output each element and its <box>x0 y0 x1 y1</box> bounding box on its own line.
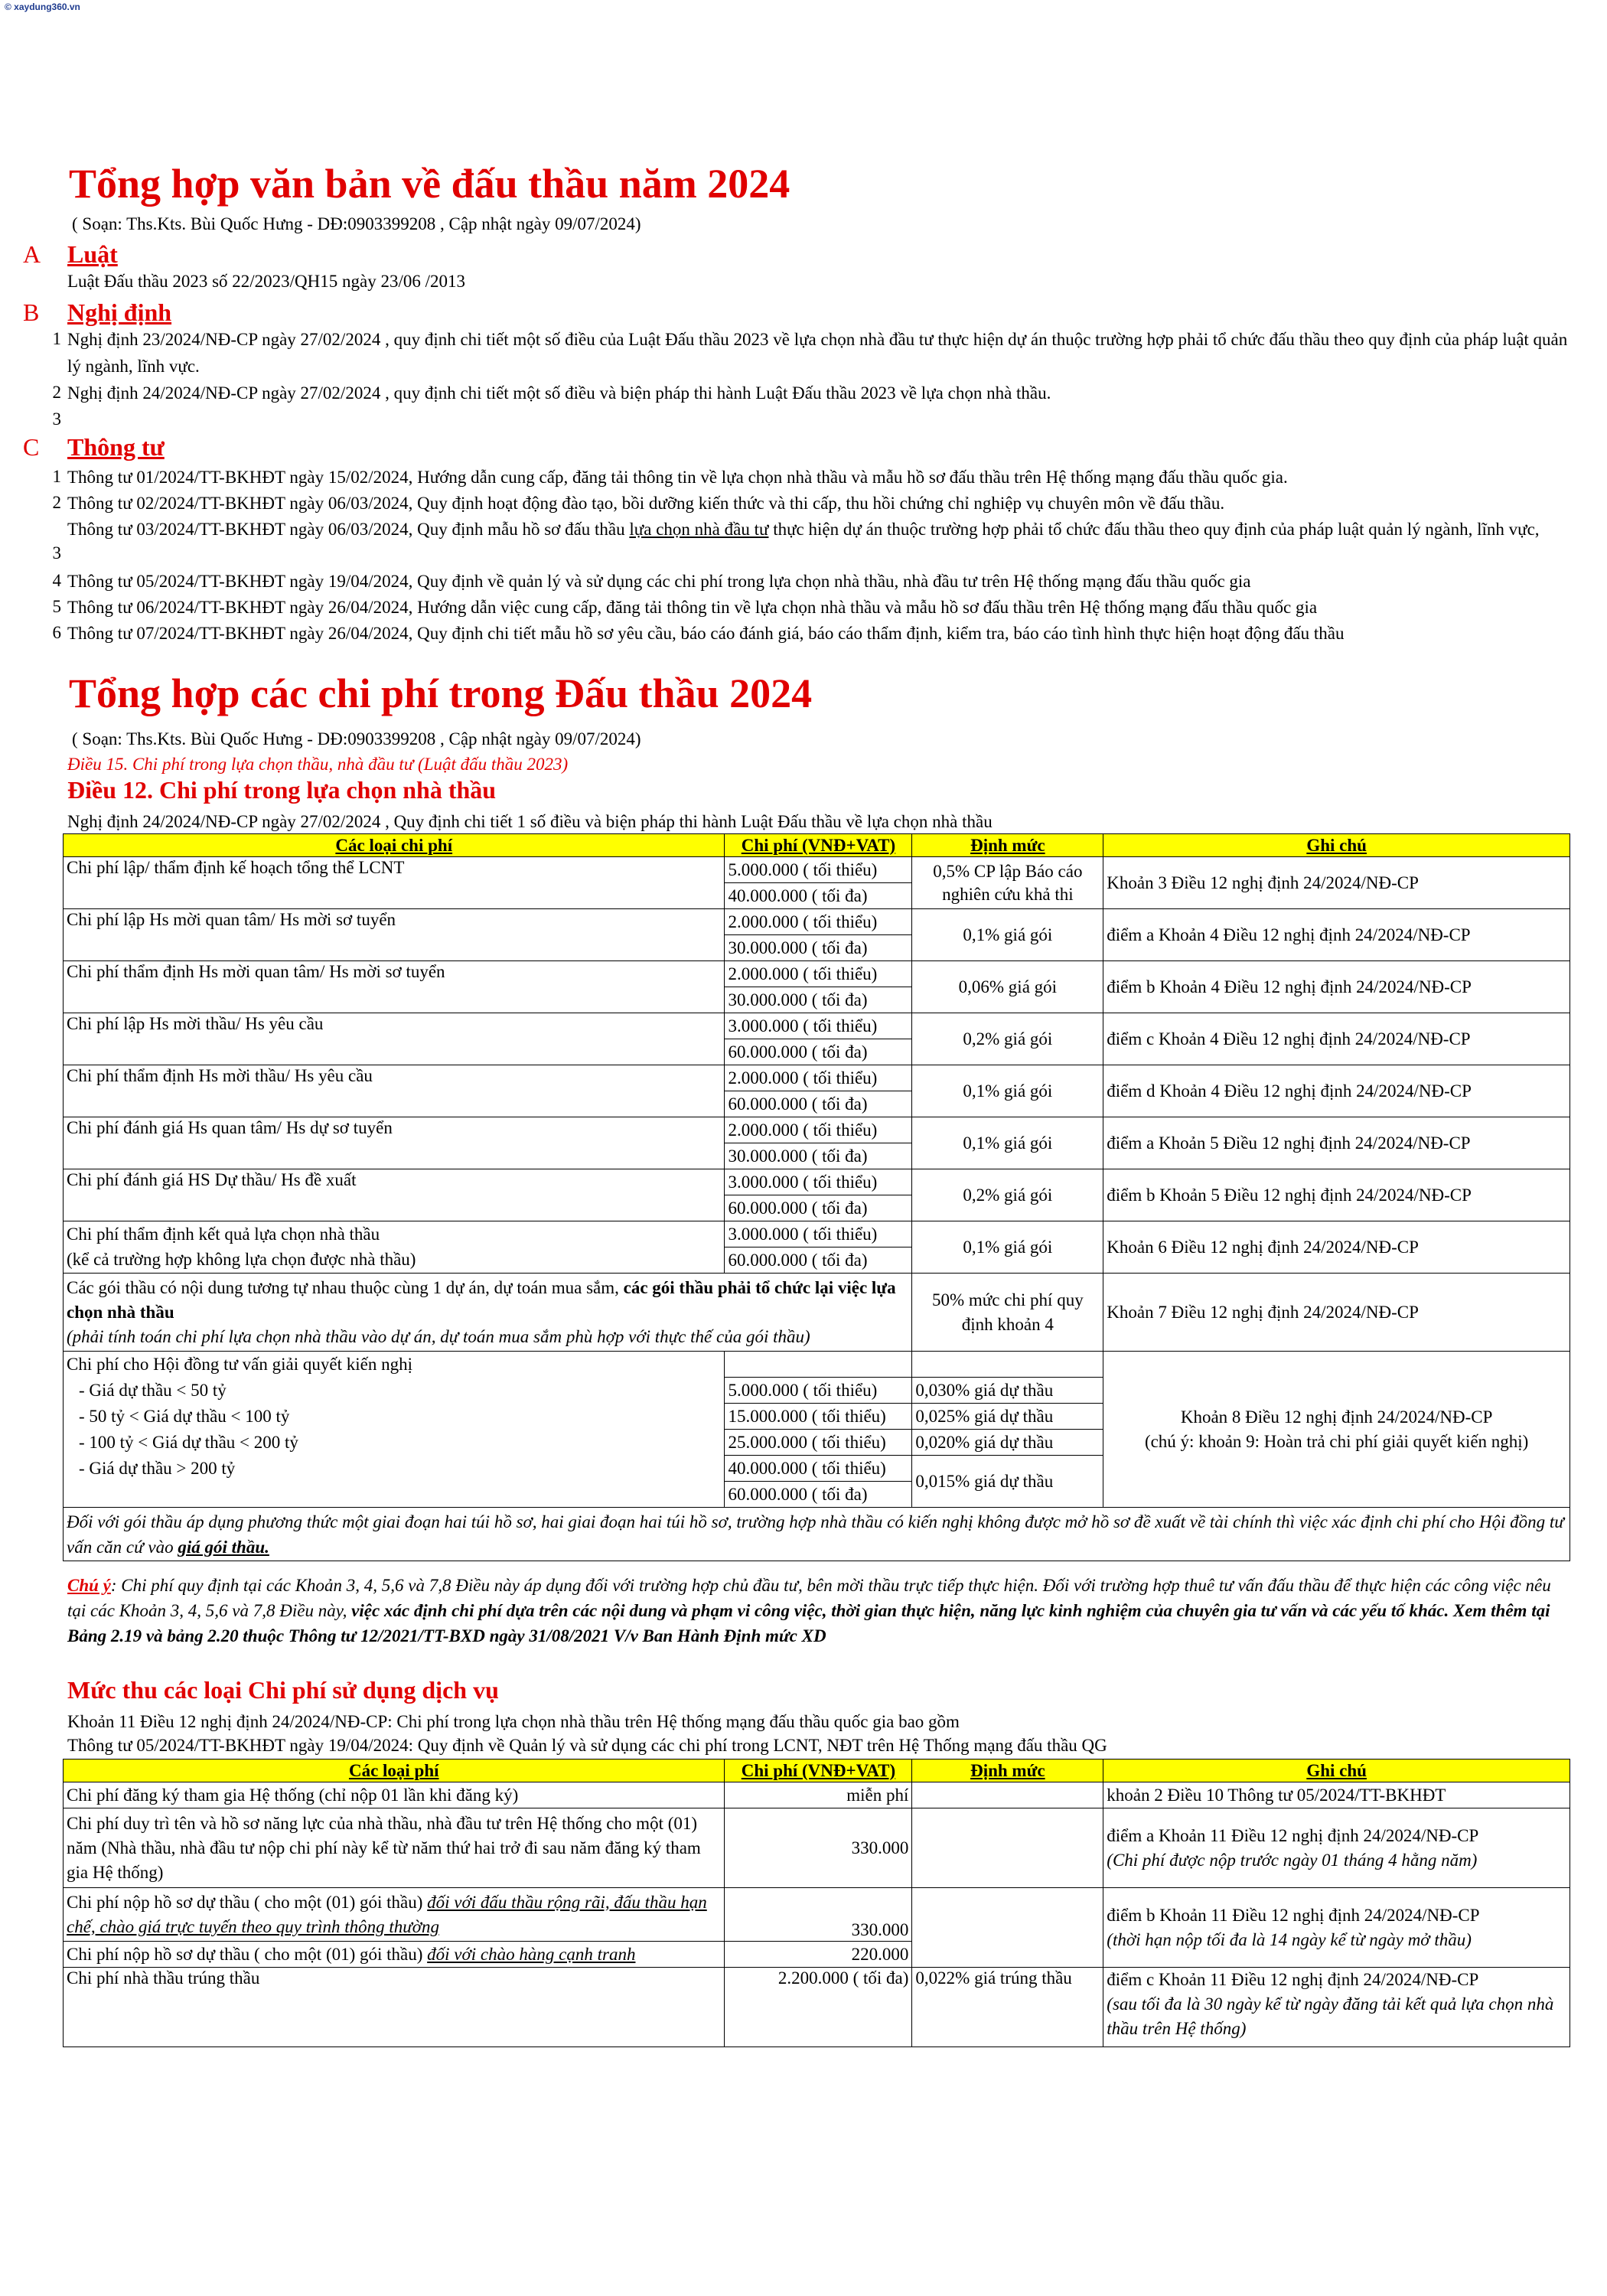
service-table <box>63 1759 1570 2047</box>
service-row-4-name <box>64 1942 725 1968</box>
council-note-2: (chú ý: khoản 9: Hoàn trả chi phí giải quyết kiến nghị) <box>1144 1431 1529 1451</box>
council-tier-1: - 50 tỷ < Giá dự thầu < 100 tỷ <box>64 1404 725 1430</box>
table-footer-part-a: Đối với gói thầu áp dụng phương thức một giai đoạn hai túi hồ sơ, hai giai đoạn hai túi hồ sơ, trường hợp nhà thầu có kiến nghị không được mở hồ sơ đề xuất về tài chính thì việc xác định chi phí cho Hội đồng tư vấn căn cứ vào <box>67 1512 1564 1557</box>
package-row-text <box>64 1274 912 1352</box>
package-row-rate: 50% mức chi phí quy định khoản 4 <box>912 1274 1103 1352</box>
section-c-num-1: 1 <box>52 467 61 486</box>
service-header-cost: Chi phí (VNĐ+VAT) <box>725 1760 912 1782</box>
council-cost-3: 40.000.000 ( tối thiểu) <box>725 1456 912 1482</box>
table-row-2-note: điểm b Khoản 4 Điều 12 nghị định 24/2024/NĐ-CP <box>1103 961 1570 1013</box>
table-row-4-max: 60.000.000 ( tối đa) <box>725 1091 912 1117</box>
table-row-4-note: điểm d Khoản 4 Điều 12 nghị định 24/2024/NĐ-CP <box>1103 1065 1570 1117</box>
service-row-5-name: Chi phí nhà thầu trúng thầu <box>64 1968 725 2047</box>
council-rate-2: 0,020% giá dự thầu <box>912 1430 1103 1456</box>
table-row-7-name2: (kể cả trường hợp không lựa chọn được nhà thầu) <box>64 1247 725 1274</box>
service-row-3-note-italic: (thời hạn nộp tối đa là 14 ngày kể từ ngày mở thầu) <box>1107 1929 1472 1949</box>
table-row-5-name: Chi phí đánh giá Hs quan tâm/ Hs dự sơ tuyển <box>64 1117 725 1169</box>
council-cost-2: 25.000.000 ( tối thiểu) <box>725 1430 912 1456</box>
service-row-4-cost: 220.000 <box>725 1942 912 1968</box>
service-row-5-note <box>1103 1968 1570 2047</box>
table-row-0-min: 5.000.000 ( tối thiểu) <box>725 857 912 883</box>
council-note <box>1103 1352 1570 1508</box>
table-row-6-max: 60.000.000 ( tối đa) <box>725 1195 912 1221</box>
council-tier-0: - Giá dự thầu < 50 tỷ <box>64 1378 725 1404</box>
package-row-note: Khoản 7 Điều 12 nghị định 24/2024/NĐ-CP <box>1103 1274 1570 1352</box>
service-title: Mức thu các loại Chi phí sử dụng dịch vụ <box>67 1676 499 1704</box>
service-row-3-name-a: Chi phí nộp hồ sơ dự thầu ( cho một (01) gói thầu) <box>67 1892 428 1912</box>
table-row-5-min: 2.000.000 ( tối thiểu) <box>725 1117 912 1143</box>
council-rate-3: 0,015% giá dự thầu <box>912 1456 1103 1508</box>
section-c-num-5: 5 <box>52 597 61 616</box>
article-12-heading: Điều 12. Chi phí trong lựa chọn nhà thầu <box>67 776 497 804</box>
section-c-num-4: 4 <box>52 571 61 590</box>
table-row-1-rate: 0,1% giá gói <box>912 909 1103 961</box>
package-row-italic: (phải tính toán chi phí lựa chọn nhà thầu vào dự án, dự toán mua sắm phù hợp với thực thế của gói thầu) <box>67 1326 810 1346</box>
section-c-item-1: Thông tư 01/2024/TT-BKHĐT ngày 15/02/2024, Hướng dẫn cung cấp, đăng tải thông tin về lựa chọn nhà thầu và mẫu hồ sơ đấu thầu trên Hệ thống mạng đấu thầu quốc gia. <box>67 468 1288 487</box>
table-row-7-name: Chi phí thẩm định kết quả lựa chọn nhà thầu <box>64 1221 725 1247</box>
section-c-item-3-part-a: Thông tư 03/2024/TT-BKHĐT ngày 06/03/2024, Quy định mẫu hồ sơ đấu thầu <box>67 520 630 539</box>
table-row-4-min: 2.000.000 ( tối thiểu) <box>725 1065 912 1091</box>
service-row-1-name: Chi phí đăng ký tham gia Hệ thống (chỉ nộp 01 lần khi đăng ký) <box>64 1782 725 1808</box>
service-row-2-note-italic: (Chi phí được nộp trước ngày 01 tháng 4 hằng năm) <box>1107 1850 1478 1870</box>
service-row-3-note-main: điểm b Khoản 11 Điều 12 nghị định 24/2024/NĐ-CP <box>1107 1905 1480 1925</box>
cost-table <box>63 833 1570 1561</box>
cost-table-header-rate: Định mức <box>912 834 1103 857</box>
package-row-part-a: Các gói thầu có nội dung tương tự nhau thuộc cùng 1 dự án, dự toán mua sắm, <box>67 1277 624 1297</box>
table-row-3-name: Chi phí lập Hs mời thầu/ Hs yêu cầu <box>64 1013 725 1065</box>
service-row-5-note-italic: (sau tối đa là 30 ngày kể từ ngày đăng tải kết quả lựa chọn nhà thầu trên Hệ thống) <box>1107 1994 1554 2038</box>
council-cost-1: 15.000.000 ( tối thiểu) <box>725 1404 912 1430</box>
table-row-2-name: Chi phí thẩm định Hs mời quan tâm/ Hs mời sơ tuyển <box>64 961 725 1013</box>
table-footer <box>64 1508 1570 1561</box>
service-row-5-cost: 2.200.000 ( tối đa) <box>725 1968 912 2047</box>
table-row-3-rate: 0,2% giá gói <box>912 1013 1103 1065</box>
table-row-6-min: 3.000.000 ( tối thiểu) <box>725 1169 912 1195</box>
section-c-num-2: 2 <box>52 493 61 512</box>
service-line-2: Thông tư 05/2024/TT-BKHĐT ngày 19/04/2024: Quy định về Quản lý và sử dụng các chi phí trong LCNT, NĐT trên Hệ Thống mạng đấu thầu QG <box>67 1736 1107 1755</box>
service-row-2-note-main: điểm a Khoản 11 Điều 12 nghị định 24/2024/NĐ-CP <box>1107 1825 1479 1845</box>
table-row-7-max: 60.000.000 ( tối đa) <box>725 1247 912 1274</box>
service-row-4-name-a: Chi phí nộp hồ sơ dự thầu ( cho một (01) gói thầu) <box>67 1944 428 1964</box>
service-row-5-rate: 0,022% giá trúng thầu <box>912 1968 1103 2047</box>
council-rate-0: 0,030% giá dự thầu <box>912 1378 1103 1404</box>
table-row-4-name: Chi phí thẩm định Hs mời thầu/ Hs yêu cầu <box>64 1065 725 1117</box>
service-row-1-note: khoản 2 Điều 10 Thông tư 05/2024/TT-BKHĐT <box>1103 1782 1570 1808</box>
table-row-3-max: 60.000.000 ( tối đa) <box>725 1039 912 1065</box>
note-text-a: : Chi phí quy định tại các Khoản 3, 4, 5,6 và 7,8 Điều này áp dụng đối với trường hợp chủ đầu tư, bên mời thầu trực tiếp thực hiện. Đối với trường hợp thuê tư vấn đấu thầu để thực hiện các công việc nêu tại các Khoản 3, 4, 5,6 và 7,8 Điều này, <box>67 1576 1551 1620</box>
table-row-7-note: Khoản 6 Điều 12 nghị định 24/2024/NĐ-CP <box>1103 1221 1570 1274</box>
service-row-2-name: Chi phí duy trì tên và hồ sơ năng lực của nhà thầu, nhà đầu tư trên Hệ thống cho một (01) năm (Nhà thầu, nhà đầu tư nộp chi phí này kể từ năm thứ hai trở đi sau năm đăng ký tham gia Hệ thống) <box>64 1808 725 1888</box>
table-row-2-max: 30.000.000 ( tối đa) <box>725 987 912 1013</box>
section-b-title: Nghị định <box>67 298 172 326</box>
table-row-5-note: điểm a Khoản 5 Điều 12 nghị định 24/2024/NĐ-CP <box>1103 1117 1570 1169</box>
table-row-7-min: 3.000.000 ( tối thiểu) <box>725 1221 912 1247</box>
section-b-item-2: Nghị định 24/2024/NĐ-CP ngày 27/02/2024 , quy định chi tiết một số điều và biện pháp thi hành Luật Đấu thầu 2023 về lựa chọn nhà thầu. <box>67 383 1051 403</box>
table-row-1-min: 2.000.000 ( tối thiểu) <box>725 909 912 935</box>
council-cost-0: 5.000.000 ( tối thiểu) <box>725 1378 912 1404</box>
service-row-1-cost: miễn phí <box>725 1782 912 1808</box>
service-row-2-note <box>1103 1808 1570 1888</box>
table-row-3-note: điểm c Khoản 4 Điều 12 nghị định 24/2024/NĐ-CP <box>1103 1013 1570 1065</box>
section-c-item-3 <box>67 516 1575 543</box>
section-c-item-3-underlined: lựa chọn nhà đầu tư <box>629 520 769 539</box>
cost-table-header-cost: Chi phí (VNĐ+VAT) <box>725 834 912 857</box>
service-row-2-cost: 330.000 <box>725 1808 912 1888</box>
package-row-bold: các gói thầu phải tổ chức lại việc lựa chọn nhà thầu <box>67 1277 896 1322</box>
table-row-1-note: điểm a Khoản 4 Điều 12 nghị định 24/2024/NĐ-CP <box>1103 909 1570 961</box>
article-15-label: Điều 15. Chi phí trong lựa chọn thầu, nhà đầu tư (Luật đấu thầu 2023) <box>67 755 569 774</box>
section-a-item: Luật Đấu thầu 2023 số 22/2023/QH15 ngày 23/06 /2013 <box>67 272 466 291</box>
table-row-0-name: Chi phí lập/ thẩm định kế hoạch tổng thể LCNT <box>64 857 725 909</box>
section-b-letter: B <box>23 298 40 326</box>
service-header-type: Các loại phí <box>64 1760 725 1782</box>
table-row-2-rate: 0,06% giá gói <box>912 961 1103 1013</box>
service-row-4-name-underlined: đối với chào hàng cạnh tranh <box>427 1944 636 1964</box>
table-row-2-min: 2.000.000 ( tối thiểu) <box>725 961 912 987</box>
section-a-title: Luật <box>67 240 118 268</box>
doc1-title: Tổng hợp văn bản về đấu thầu năm 2024 <box>69 161 790 207</box>
section-a-letter: A <box>23 240 41 268</box>
note-label: Chú ý <box>67 1576 111 1595</box>
section-c-item-2: Thông tư 02/2024/TT-BKHĐT ngày 06/03/2024, Quy định hoạt động đào tạo, bồi dưỡng kiến thức và thi cấp, thu hồi chứng chỉ nghiệp vụ chuyên môn về đấu thầu. <box>67 494 1225 513</box>
section-b-num-3: 3 <box>52 409 61 429</box>
service-row-3-name <box>64 1888 725 1942</box>
council-note-1: Khoản 8 Điều 12 nghị định 24/2024/NĐ-CP <box>1180 1407 1493 1427</box>
section-c-item-5: Thông tư 06/2024/TT-BKHĐT ngày 26/04/2024, Hướng dẫn việc cung cấp, đăng tải thông tin về lựa chọn nhà thầu và mẫu hồ sơ đấu thầu trên Hệ thống mạng đấu thầu quốc gia <box>67 598 1318 617</box>
service-header-note: Ghi chú <box>1103 1760 1570 1782</box>
council-tier-2: - 100 tỷ < Giá dự thầu < 200 tỷ <box>64 1430 725 1456</box>
cost-table-header-type: Các loại chi phí <box>64 834 725 857</box>
table-row-6-rate: 0,2% giá gói <box>912 1169 1103 1221</box>
cost-table-header-note: Ghi chú <box>1103 834 1570 857</box>
section-b-num-1: 1 <box>52 329 61 348</box>
table-row-0-max: 40.000.000 ( tối đa) <box>725 883 912 909</box>
table-row-3-min: 3.000.000 ( tối thiểu) <box>725 1013 912 1039</box>
council-tier-3: - Giá dự thầu > 200 tỷ <box>64 1456 725 1482</box>
service-row-3-name-underlined: đối với đấu thầu rộng rãi, đấu thầu hạn chế, chào giá trực tuyến theo quy trình thông thường <box>67 1892 707 1936</box>
table-footer-bold: giá gói thầu. <box>178 1537 269 1557</box>
service-header-rate: Định mức <box>912 1760 1103 1782</box>
table-row-0-note: Khoản 3 Điều 12 nghị định 24/2024/NĐ-CP <box>1103 857 1570 909</box>
council-cost-4: 60.000.000 ( tối đa) <box>725 1482 912 1508</box>
council-rate-1: 0,025% giá dự thầu <box>912 1404 1103 1430</box>
table-row-1-name: Chi phí lập Hs mời quan tâm/ Hs mời sơ tuyển <box>64 909 725 961</box>
table-row-4-rate: 0,1% giá gói <box>912 1065 1103 1117</box>
table-row-6-note: điểm b Khoản 5 Điều 12 nghị định 24/2024/NĐ-CP <box>1103 1169 1570 1221</box>
service-line-1: Khoản 11 Điều 12 nghị định 24/2024/NĐ-CP: Chi phí trong lựa chọn nhà thầu trên Hệ thống mạng đấu thầu quốc gia bao gồm <box>67 1712 960 1731</box>
table-row-5-max: 30.000.000 ( tối đa) <box>725 1143 912 1169</box>
service-row-3-note <box>1103 1888 1570 1968</box>
section-c-item-6: Thông tư 07/2024/TT-BKHĐT ngày 26/04/2024, Quy định chi tiết mẫu hồ sơ yêu cầu, báo cáo đánh giá, báo cáo thẩm định, kiểm tra, báo cáo tình hình thực hiện hoạt động đấu thầu <box>67 624 1345 643</box>
section-c-item-4: Thông tư 05/2024/TT-BKHĐT ngày 19/04/2024, Quy định về quản lý và sử dụng các chi phí trong lựa chọn nhà thầu, nhà đầu tư trên Hệ thống mạng đấu thầu quốc gia <box>67 572 1251 591</box>
table-row-6-name: Chi phí đánh giá HS Dự thầu/ Hs đề xuất <box>64 1169 725 1221</box>
watermark: © xaydung360.vn <box>5 2 80 12</box>
section-b-item-1: Nghị định 23/2024/NĐ-CP ngày 27/02/2024 , quy định chi tiết một số điều của Luật Đấu thầu 2023 về lựa chọn nhà đầu tư thực hiện dự án thuộc trường hợp phải tổ chức đấu thầu theo quy định của pháp luật quản lý ngành, lĩnh vực. <box>67 330 1568 376</box>
section-b-num-2: 2 <box>52 383 61 402</box>
note-text-b: việc xác định chi phí dựa trên các nội dung và phạm vi công việc, thời gian thực hiện, năng lực kinh nghiệm của chuyên gia tư vấn và các yếu tố khác. Xem thêm tại Bảng 2.19 và bảng 2.20 thuộc Thông tư 12/2021/TT-BXD ngày 31/08/2021 V/v Ban Hành Định mức XD <box>67 1601 1550 1645</box>
section-c-title: Thông tư <box>67 433 165 461</box>
table-row-1-max: 30.000.000 ( tối đa) <box>725 935 912 961</box>
table-row-7-rate: 0,1% giá gói <box>912 1221 1103 1274</box>
table-row-5-rate: 0,1% giá gói <box>912 1117 1103 1169</box>
section-c-num-6: 6 <box>52 623 61 642</box>
doc1-subtitle: ( Soạn: Ths.Kts. Bùi Quốc Hưng - DĐ:0903399208 , Cập nhật ngày 09/07/2024) <box>72 214 641 233</box>
service-row-3-cost: 330.000 <box>725 1888 912 1942</box>
table-row-0-rate: 0,5% CP lập Báo cáo nghiên cứu khả thi <box>912 857 1103 909</box>
section-c-letter: C <box>23 433 40 461</box>
service-row-5-note-main: điểm c Khoản 11 Điều 12 nghị định 24/2024/NĐ-CP <box>1107 1970 1479 1989</box>
decree-line: Nghị định 24/2024/NĐ-CP ngày 27/02/2024 , Quy định chi tiết 1 số điều và biện pháp thi hành Luật Đấu thầu về lựa chọn nhà thầu <box>67 812 993 831</box>
council-title: Chi phí cho Hội đồng tư vấn giải quyết kiến nghị <box>64 1352 725 1378</box>
section-c-num-3: 3 <box>52 543 61 563</box>
doc2-title: Tổng hợp các chi phí trong Đấu thầu 2024 <box>69 670 813 716</box>
section-c-item-3-part-b: thực hiện dự án thuộc trường hợp phải tổ chức đấu thầu theo quy định của pháp luật quản lý ngành, lĩnh vực, <box>768 520 1540 539</box>
note-paragraph <box>67 1573 1567 1649</box>
doc2-subtitle: ( Soạn: Ths.Kts. Bùi Quốc Hưng - DĐ:0903399208 , Cập nhật ngày 09/07/2024) <box>72 729 641 748</box>
